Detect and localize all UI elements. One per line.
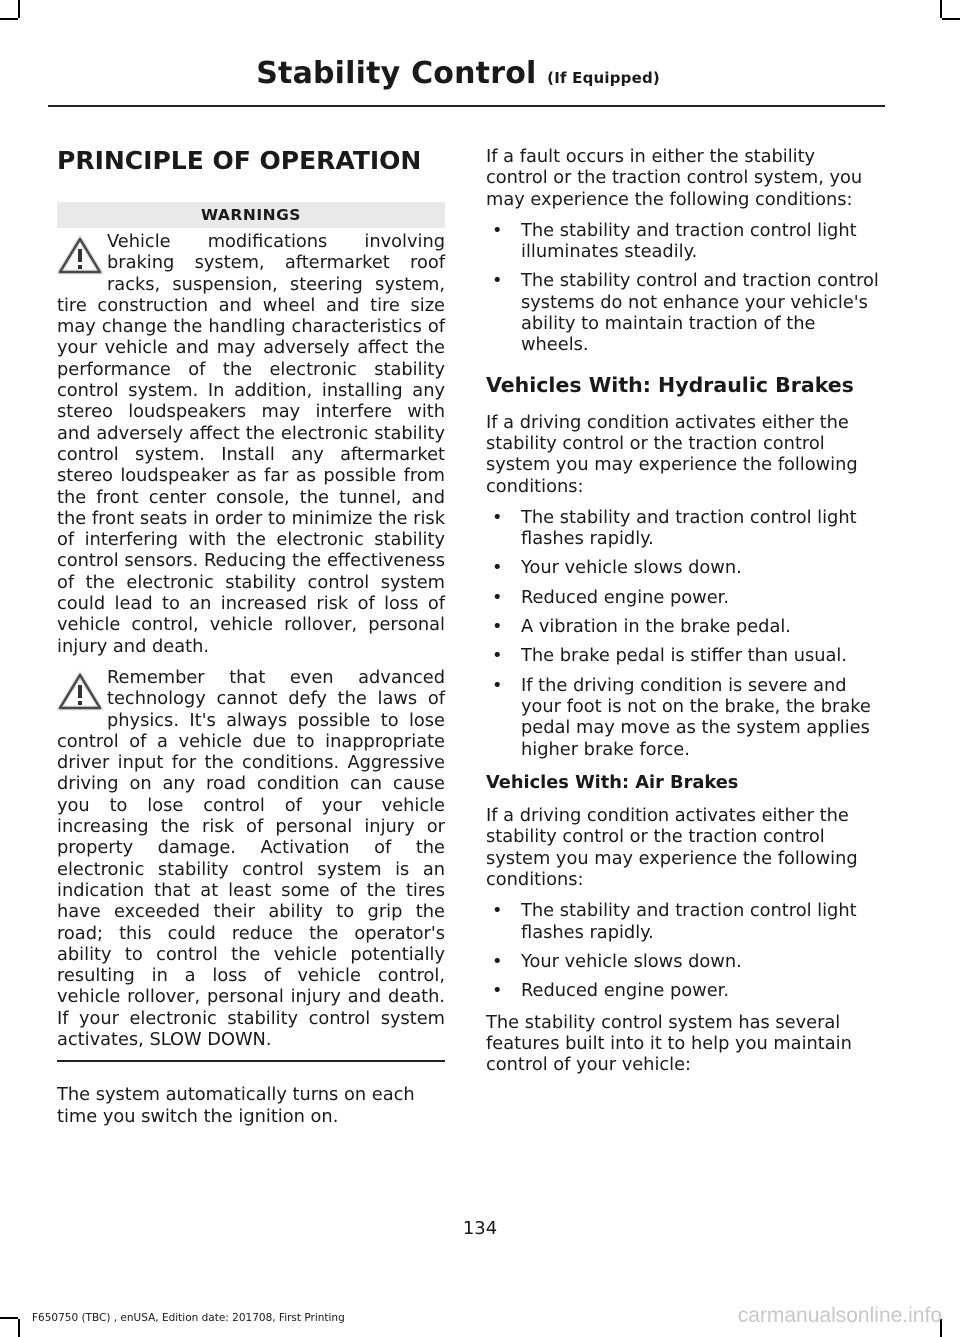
crop-mark [0, 18, 18, 20]
crop-mark [940, 0, 942, 18]
fault-list [486, 220, 881, 356]
crop-mark [18, 1319, 20, 1337]
list-item-text: The stability and traction control light illuminates steadily. [521, 219, 857, 263]
air-intro: If a driving condition activates either the stability control or the traction control system you may experience the following conditions: [486, 805, 858, 891]
list-item-text: Your vehicle slows down. [521, 950, 742, 972]
bullet: • [492, 270, 503, 292]
list-item [486, 587, 881, 608]
warnings-header: WARNINGS [57, 202, 445, 228]
header-divider [48, 105, 885, 107]
list-item [486, 675, 881, 760]
list-item-text: Your vehicle slows down. [521, 557, 742, 579]
crop-mark [18, 0, 20, 18]
fault-intro: If a fault occurs in either the stability control or the traction control system, you may experience the following conditions: [486, 146, 863, 210]
list-item [486, 616, 881, 637]
bullet: • [492, 980, 503, 1002]
title-subtitle: (If Equipped) [547, 69, 660, 87]
hydraulic-list [486, 507, 881, 760]
warning-paragraph [57, 667, 445, 1050]
warning-paragraph [57, 231, 445, 657]
list-item [486, 645, 881, 666]
air-list [486, 900, 881, 1001]
list-item-text: Reduced engine power. [521, 586, 729, 608]
list-item [486, 980, 881, 1001]
list-item [486, 557, 881, 578]
air-heading: Vehicles With: Air Brakes [486, 771, 739, 793]
section-heading: PRINCIPLE OF OPERATION [57, 146, 422, 175]
list-item-text: If the driving condition is severe and your foot is not on the brake, the brake pedal may move as the system applies higher brake force. [521, 674, 871, 760]
list-item [486, 900, 881, 943]
bullet: • [492, 219, 503, 241]
list-item-text: The brake pedal is stiffer than usual. [521, 645, 848, 667]
bullet: • [492, 506, 503, 528]
left-column [57, 146, 445, 1137]
crop-mark [0, 1317, 18, 1319]
list-item-text: The stability and traction control light flashes rapidly. [521, 506, 857, 550]
bullet: • [492, 900, 503, 922]
warning-text: Remember that even advanced technology cannot defy the laws of physics. It's always possible to lose control of a vehicle due to inappropriate driver input for the conditions. Aggressive driving on any road condition can cause you to lose control of your vehicle increasing the risk of personal injury or property damage. Activation of the electronic stability control system is an indication that at least some of the tires have exceeded their ability to grip the road; this could reduce the operator's ability to control the vehicle potentially resulting in a loss of vehicle control, vehicle rollover, personal injury and death. If your electronic stability control system activates, SLOW DOWN. [57, 666, 445, 1050]
crop-mark [942, 18, 960, 20]
footer-edition: F650750 (TBC) , enUSA, Edition date: 201708, First Printing [32, 1312, 345, 1324]
warnings-end-divider [57, 1060, 445, 1062]
bullet: • [492, 616, 503, 638]
list-item [486, 220, 881, 263]
list-item [486, 951, 881, 972]
list-item [486, 270, 881, 355]
hydraulic-intro: If a driving condition activates either the stability control or the traction control system you may experience the following conditions: [486, 411, 858, 497]
warning-triangle-icon [57, 671, 103, 711]
bullet: • [492, 645, 503, 667]
page-title [256, 56, 660, 91]
bullet: • [492, 674, 503, 696]
list-item-text: The stability control and traction control systems do not enhance your vehicle's ability to maintain traction of the wheels. [521, 270, 879, 356]
warning-text: Vehicle modifications involving braking system, aftermarket roof racks, suspension, steering system, tire construction and wheel and tire size may change the handling characteristics of your vehicle and may adversely affect the performance of the electronic stability control system. In addition, installing any stereo loudspeakers may interfere with and adversely affect the electronic stability control system. Install any aftermarket stereo loudspeaker as far as possible from the front center console, the tunnel, and the front seats in order to minimize the risk of interfering with the electronic stability control sensors. Reducing the effectiveness of the electronic stability control system could lead to an increased risk of loss of vehicle control, vehicle rollover, personal injury and death. [57, 231, 445, 657]
bullet: • [492, 950, 503, 972]
hydraulic-heading: Vehicles With: Hydraulic Brakes [486, 372, 854, 397]
list-item-text: Reduced engine power. [521, 980, 729, 1002]
body-paragraph: The system automatically turns on each time you switch the ignition on. [57, 1084, 415, 1127]
watermark: carmanualsonline.info [737, 1304, 942, 1327]
right-column [486, 146, 881, 1085]
bullet: • [492, 586, 503, 608]
list-item-text: The stability and traction control light flashes rapidly. [521, 900, 857, 943]
list-item-text: A vibration in the brake pedal. [521, 616, 791, 638]
list-item [486, 507, 881, 550]
closing-paragraph: The stability control system has several features built into it to help you maintain control of your vehicle: [486, 1011, 852, 1076]
warning-triangle-icon [57, 235, 103, 275]
page-number: 134 [462, 1218, 498, 1239]
bullet: • [492, 557, 503, 579]
title-main: Stability Control [256, 56, 537, 91]
